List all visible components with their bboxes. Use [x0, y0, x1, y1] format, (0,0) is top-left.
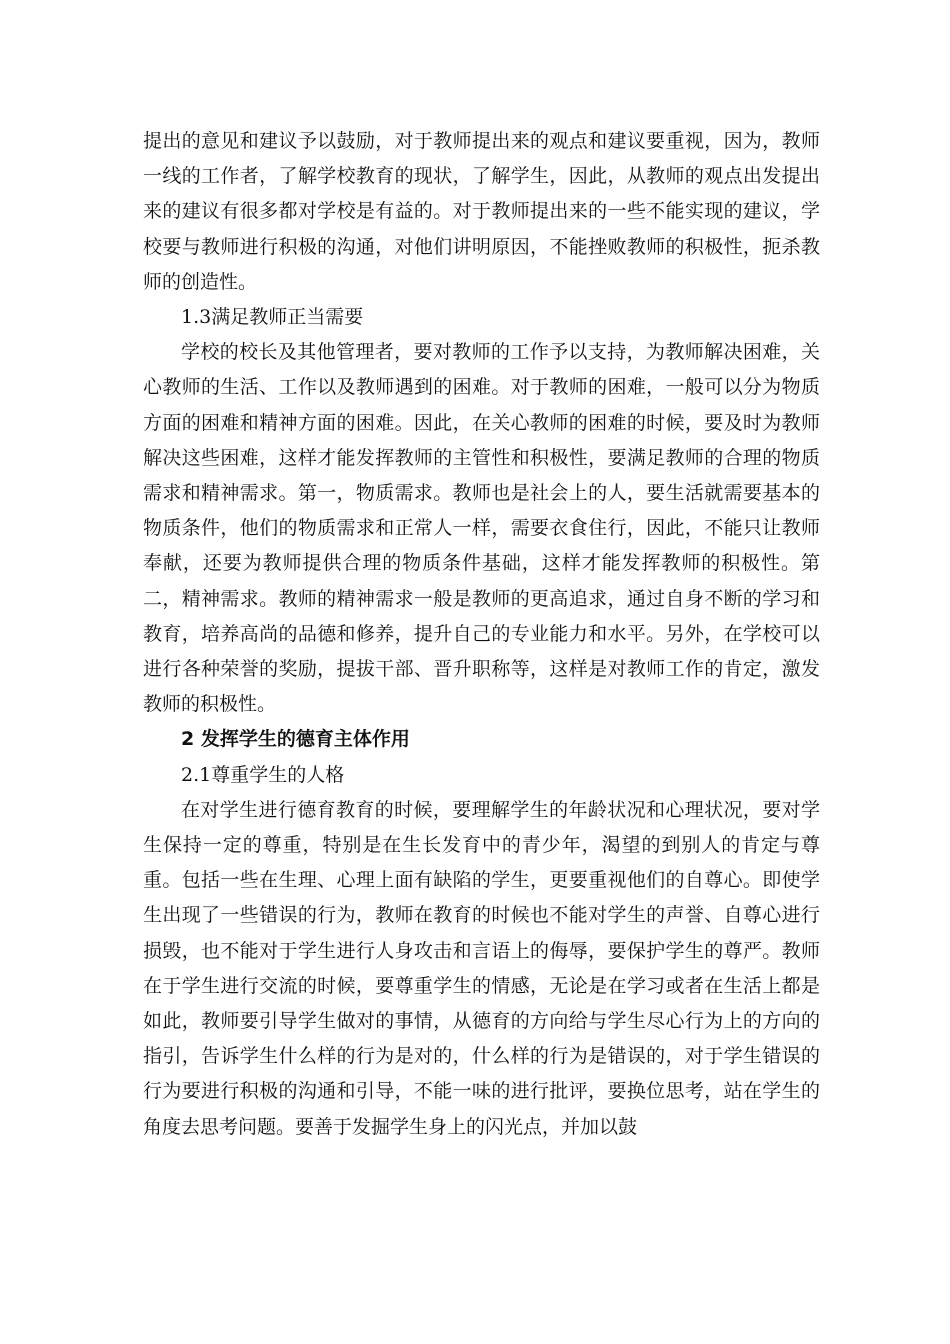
subheading-1-3: 1.3满足教师正当需要	[181, 306, 364, 329]
paragraph-respect-students: 在对学生进行德育教育的时候，要理解学生的年龄状况和心理状况，要对学生保持一定的尊重，特别是在生长发育中的青少年，渴望的到别人的肯定与尊重。包括一些在生理、心理上面有缺陷的学生，更要重视他们的自尊心。即使学生出现了一些错误的行为，教师在教育的时候也不能对学生的声誉、自尊心进行损毁，也不能对于学生进行人身攻击和言语上的侮辱，要保护学生的尊严。教师在于学生进行交流的时候，要尊重学生的情感，无论是在学习或者在生活上都是如此，教师要引导学生做对的事情，从德育的方向给与学生尽心行为上的方向的指引，告诉学生什么样的行为是对的，什么样的行为是错误的，对于学生错误的行为要进行积极的沟通和引导，不能一味的进行批评，要换位思考，站在学生的角度去思考问题。要善于发掘学生身上的闪光点，并加以鼓	[143, 798, 820, 1138]
section-heading-2: 2 发挥学生的德育主体作用	[181, 728, 410, 751]
paragraph-teacher-suggestions: 提出的意见和建议予以鼓励，对于教师提出来的观点和建议要重视，因为，教师一线的工作者，了解学校教育的现状，了解学生，因此，从教师的观点出发提出来的建议有很多都对学校是有益的。对于教师提出来的一些不能实现的建议，学校要与教师进行积极的沟通，对他们讲明原因，不能挫败教师的积极性，扼杀教师的创造性。	[143, 130, 820, 293]
paragraph-teacher-needs: 学校的校长及其他管理者，要对教师的工作予以支持，为教师解决困难，关心教师的生活、工作以及教师遇到的困难。对于教师的困难，一般可以分为物质方面的困难和精神方面的困难。因此，在关心教师的困难的时候，要及时为教师解决这些困难，这样才能发挥教师的主管性和积极性，要满足教师的合理的物质需求和精神需求。第一，物质需求。教师也是社会上的人，要生活就需要基本的物质条件，他们的物质需求和正常人一样，需要衣食住行，因此，不能只让教师奉献，还要为教师提供合理的物质条件基础，这样才能发挥教师的积极性。第二，精神需求。教师的精神需求一般是教师的更高追求，通过自身不断的学习和教育，培养高尚的品德和修养，提升自己的专业能力和水平。另外，在学校可以进行各种荣誉的奖励，提拔干部、晋升职称等，这样是对教师工作的肯定，激发教师的积极性。	[143, 341, 820, 716]
subheading-2-1: 2.1尊重学生的人格	[181, 763, 345, 786]
